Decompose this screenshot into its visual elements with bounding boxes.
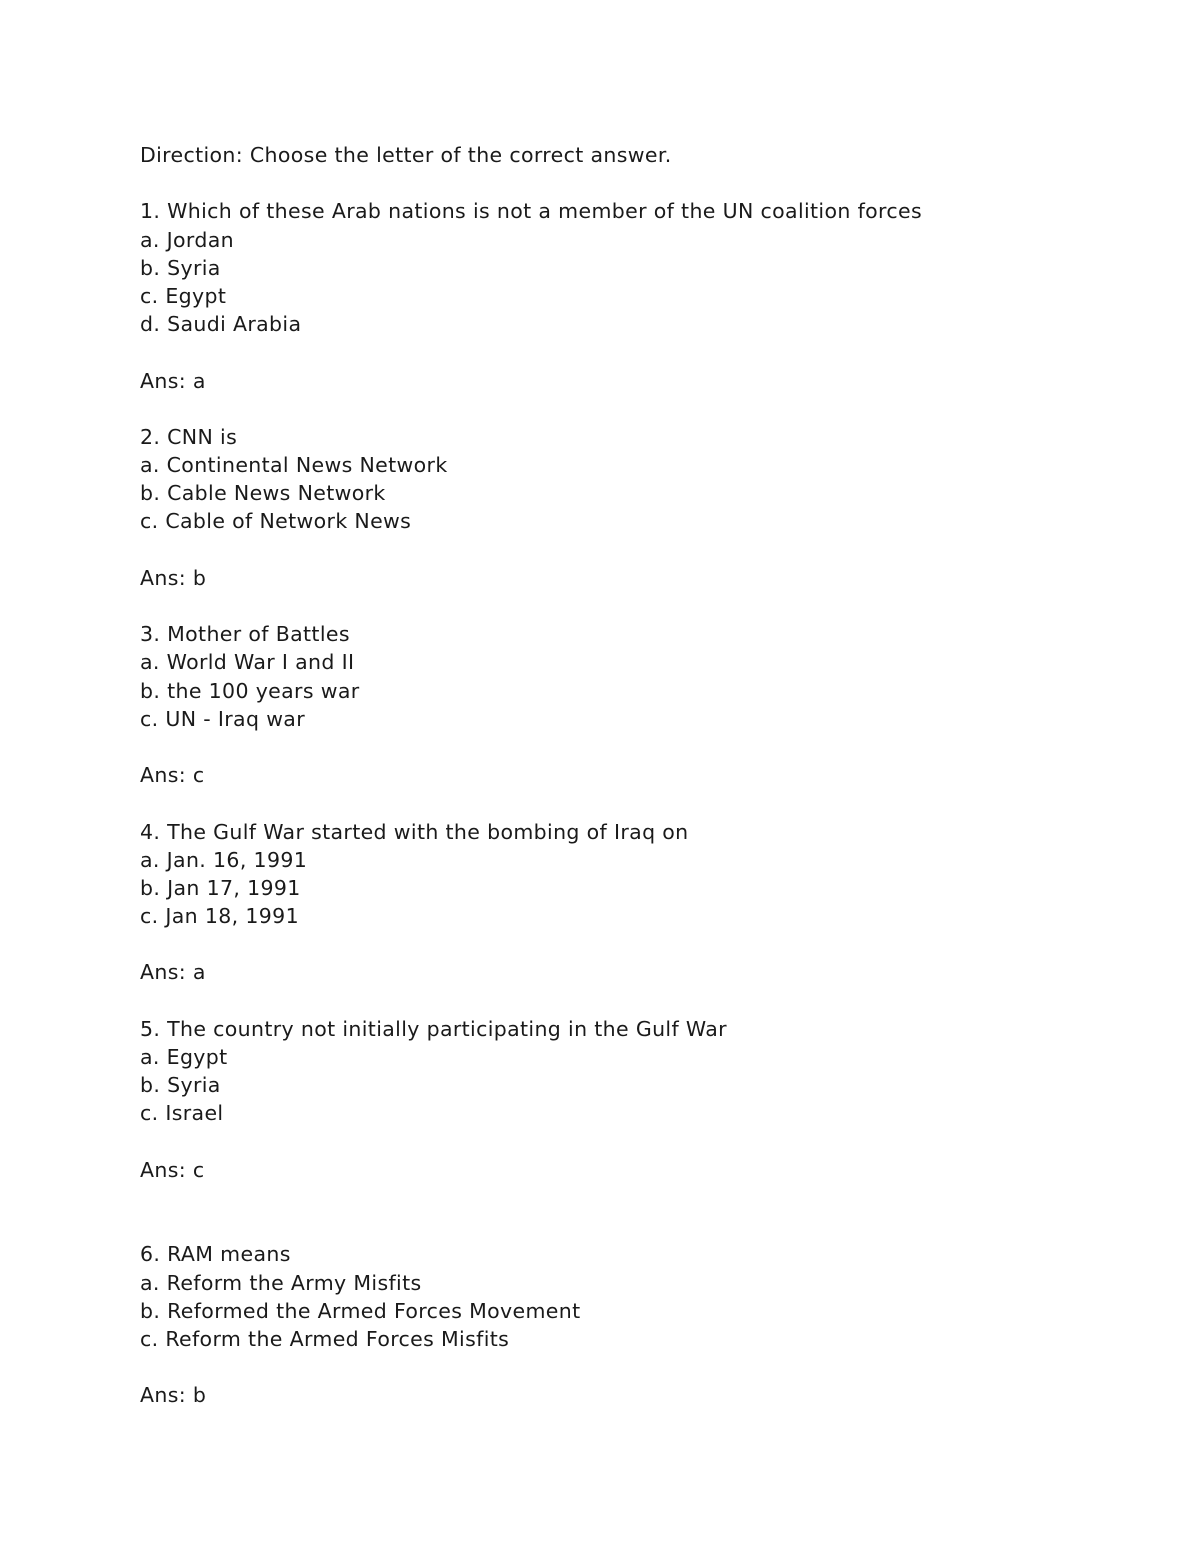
question-text: 6. RAM means	[140, 1242, 291, 1267]
question-text: 1. Which of these Arab nations is not a member of the UN coalition forces	[140, 199, 922, 224]
option-a: a. Reform the Army Misfits	[140, 1270, 422, 1295]
spacer	[140, 1212, 1140, 1240]
spacer	[140, 733, 1140, 761]
question-block-6	[140, 1240, 1140, 1409]
question-block-5	[140, 1015, 1140, 1241]
spacer	[140, 395, 1140, 423]
option-c: c. Jan 18, 1991	[140, 904, 299, 929]
option-b: b. Syria	[140, 1073, 221, 1098]
document-page	[140, 141, 1140, 1409]
option-b: b. Jan 17, 1991	[140, 875, 301, 900]
question-text: 2. CNN is	[140, 424, 238, 449]
spacer	[140, 338, 1140, 366]
option-c: c. Reform the Armed Forces Misfits	[140, 1326, 510, 1351]
option-a: a. Jan. 16, 1991	[140, 847, 308, 872]
option-c: c. UN - Iraq war	[140, 706, 305, 731]
question-block-3	[140, 620, 1140, 817]
option-c: c. Egypt	[140, 283, 227, 308]
option-c: c. Israel	[140, 1101, 224, 1126]
option-b: b. Syria	[140, 255, 221, 280]
option-a: a. Jordan	[140, 227, 234, 252]
question-block-1	[140, 197, 1140, 423]
spacer	[140, 1353, 1140, 1381]
answer-text: Ans: a	[140, 960, 206, 985]
answer-text: Ans: a	[140, 368, 206, 393]
option-c: c. Cable of Network News	[140, 509, 412, 534]
answer-text: Ans: b	[140, 1383, 207, 1408]
spacer	[140, 1128, 1140, 1156]
option-b: b. Reformed the Armed Forces Movement	[140, 1298, 581, 1323]
question-text: 3. Mother of Battles	[140, 622, 350, 647]
spacer	[140, 592, 1140, 620]
question-text: 4. The Gulf War started with the bombing of Iraq on	[140, 819, 689, 844]
answer-text: Ans: c	[140, 763, 205, 788]
answer-text: Ans: b	[140, 565, 207, 590]
direction-text: Direction: Choose the letter of the correct answer.	[140, 143, 672, 167]
spacer	[140, 1184, 1140, 1212]
spacer	[140, 169, 1140, 197]
option-d: d. Saudi Arabia	[140, 312, 302, 337]
option-a: a. Egypt	[140, 1045, 228, 1069]
spacer	[140, 930, 1140, 958]
question-text: 5. The country not initially participating in the Gulf War	[140, 1016, 727, 1041]
spacer	[140, 536, 1140, 564]
option-b: b. Cable News Network	[140, 481, 386, 506]
spacer	[140, 789, 1140, 817]
option-b: b. the 100 years war	[140, 678, 360, 703]
question-block-4	[140, 818, 1140, 1015]
option-a: a. Continental News Network	[140, 453, 448, 478]
option-a: a. World War I and II	[140, 650, 355, 675]
spacer	[140, 987, 1140, 1015]
question-block-2	[140, 423, 1140, 620]
answer-text: Ans: c	[140, 1157, 205, 1182]
